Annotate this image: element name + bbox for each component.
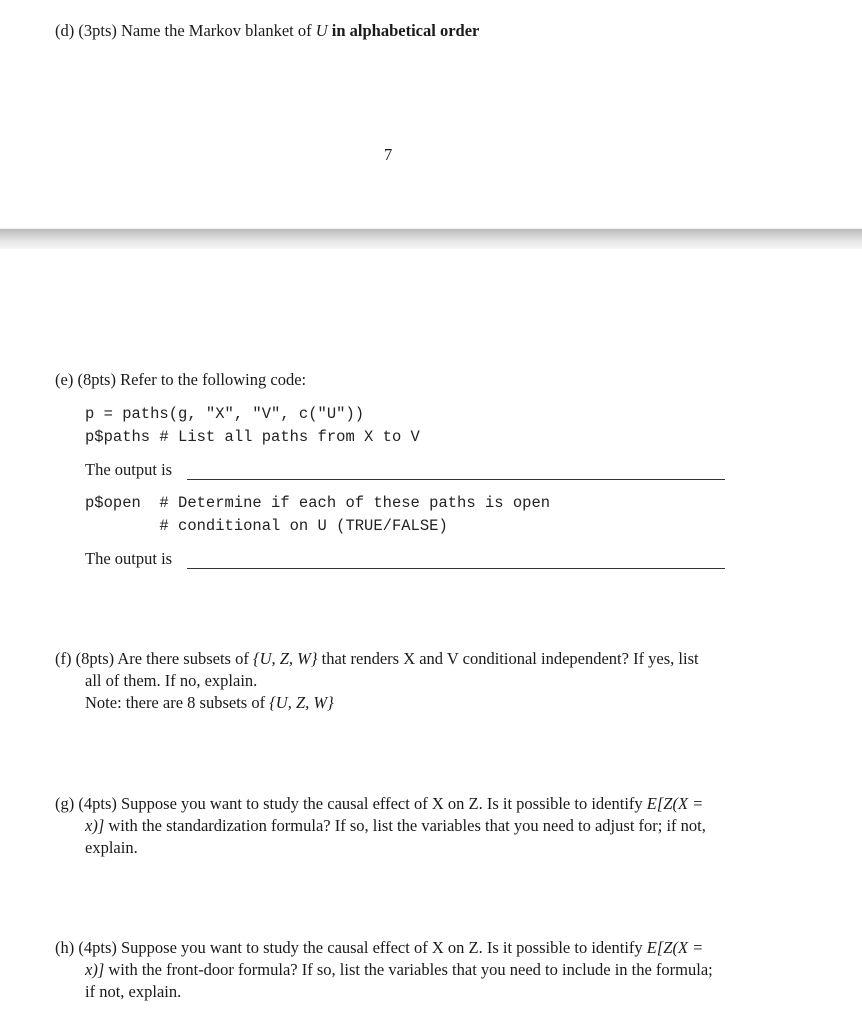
question-f-line-1 (55, 648, 699, 670)
question-e-label: (e) (55, 370, 74, 389)
code-line-4: # conditional on U (TRUE/FALSE) (85, 517, 448, 535)
question-d-text: Name the Markov blanket of (121, 21, 312, 40)
question-g-line-2 (85, 815, 706, 837)
question-f-line-3 (85, 692, 334, 714)
answer-line-1[interactable] (187, 479, 725, 480)
question-h-line-1 (55, 937, 703, 959)
question-d-points: (3pts) (78, 21, 117, 40)
question-g-points: (4pts) (78, 794, 117, 813)
question-e (55, 369, 306, 391)
question-g-text-1: Suppose you want to study the causal effect of X on Z. Is it possible to identify (121, 794, 643, 813)
question-f-set-2: {U, Z, W} (269, 693, 334, 712)
question-g-text-2: with the standardization formula? If so, list the variables that you need to adjust for; if not, (108, 816, 706, 835)
question-e-text: Refer to the following code: (120, 370, 307, 389)
question-g-expr-1: E[Z(X = (646, 794, 704, 813)
question-h-text-1: Suppose you want to study the causal effect of X on Z. Is it possible to identify (121, 938, 643, 957)
question-h-line-2 (85, 959, 713, 981)
code-line-1: p = paths(g, "X", "V", c("U")) (85, 405, 365, 423)
question-d (55, 20, 479, 42)
question-f-note: Note: there are 8 subsets of (85, 693, 266, 712)
question-h-expr-2: x)] (85, 960, 105, 979)
question-g-label: (g) (55, 794, 75, 813)
question-h-points: (4pts) (78, 938, 117, 957)
question-f-points: (8pts) (75, 649, 115, 668)
question-d-bold: in alphabetical order (331, 21, 480, 40)
question-h-text-2: with the front-door formula? If so, list the variables that you need to include in the formula; (108, 960, 713, 979)
question-d-label: (d) (55, 21, 75, 40)
question-g-line-3: explain. (85, 838, 138, 857)
code-line-2: p$paths # List all paths from X to V (85, 428, 420, 446)
question-e-points: (8pts) (77, 370, 116, 389)
output-label-1: The output is (85, 460, 173, 479)
question-d-var: U (315, 21, 328, 40)
question-h-line-3: if not, explain. (85, 982, 182, 1001)
question-f-line-2: all of them. If no, explain. (85, 671, 258, 690)
question-g-expr-2: x)] (85, 816, 105, 835)
answer-line-2[interactable] (187, 568, 725, 569)
question-g-line-1 (55, 793, 703, 815)
question-f-set: {U, Z, W} (252, 649, 318, 668)
question-f-text-a: Are there subsets of (117, 649, 249, 668)
question-h-expr-1: E[Z(X = (646, 938, 704, 957)
code-line-3: p$open # Determine if each of these paths is open (85, 494, 551, 512)
question-f-text-b: that renders X and V conditional independent? If yes, list (321, 649, 699, 668)
page-number: 7 (384, 145, 393, 164)
page-separator (0, 229, 862, 249)
output-label-2: The output is (85, 549, 173, 568)
question-f-label: (f) (55, 649, 72, 668)
question-h-label: (h) (55, 938, 75, 957)
